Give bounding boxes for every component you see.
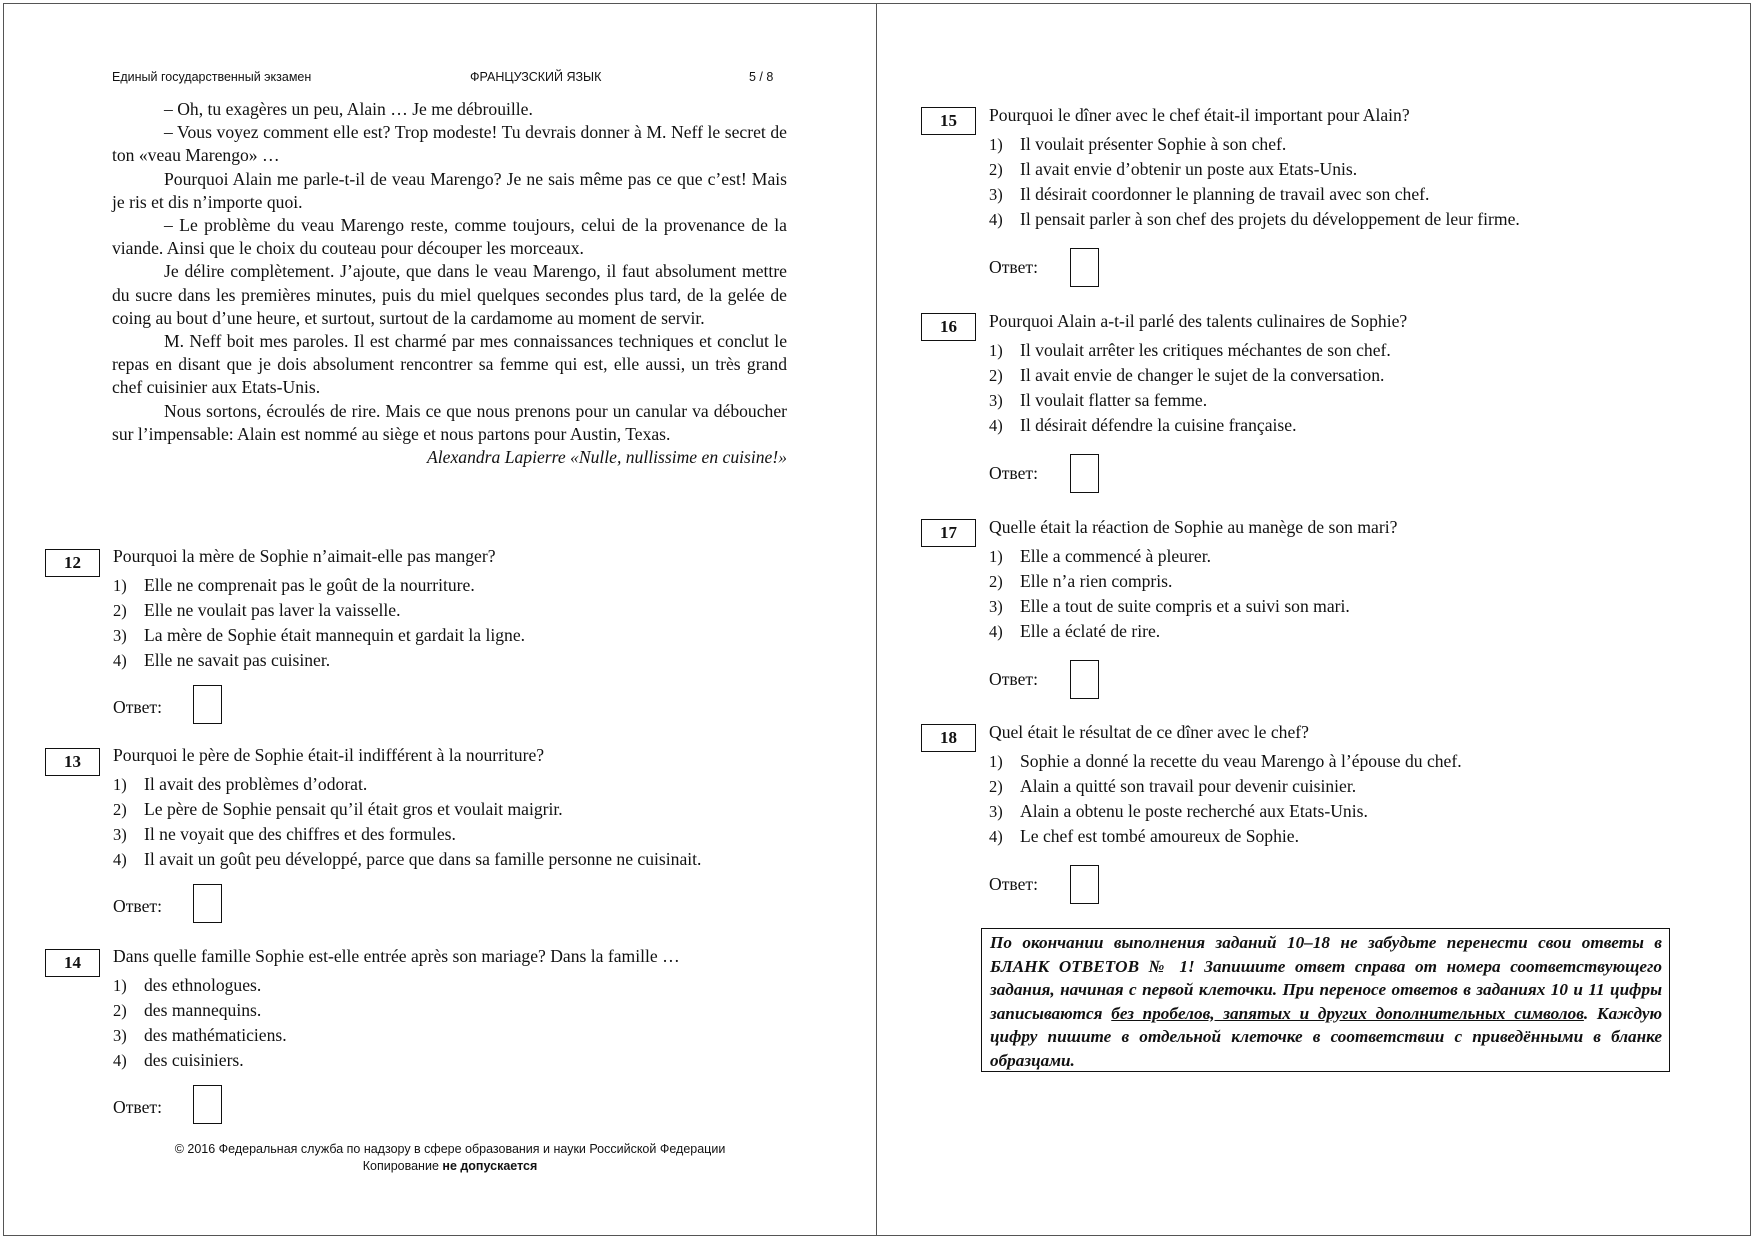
option-item: 1) des ethnologues.	[113, 975, 262, 995]
task-number: 12	[45, 549, 100, 577]
option-item: 1) Elle ne comprenait pas le goût de la nourriture.	[113, 575, 475, 595]
task-number: 14	[45, 949, 100, 977]
instruction-notice: По окончании выполнения заданий 10–18 не забудьте перенести свои ответы в БЛАНК ОТВЕТОВ № 1! Запишите ответ справа от номера соответствующего задания, начиная с первой клеточки. При переносе ответов в заданиях 10 и 11 цифры записываются без пробелов, запятых и других дополнительных символов. Каждую цифру пишите в отдельной клеточке в соответствии с приведёнными в бланке образцами.	[981, 928, 1670, 1072]
option-item: 4) Il pensait parler à son chef des projets du développement de leur firme.	[989, 209, 1520, 229]
option-item: 4) Le chef est tombé amoureux de Sophie.	[989, 826, 1299, 846]
option-item: 2) Elle n’a rien compris.	[989, 571, 1173, 591]
option-item: 2) Elle ne voulait pas laver la vaisselle.	[113, 600, 401, 620]
option-item: 2) Il avait envie d’obtenir un poste aux Etats-Unis.	[989, 159, 1358, 179]
option-item: 3) Il ne voyait que des chiffres et des formules.	[113, 824, 456, 844]
answer-label: Ответ:	[989, 257, 1038, 277]
page-number: 5 / 8	[749, 70, 774, 84]
option-item: 4) Elle a éclaté de rire.	[989, 621, 1161, 641]
option-item: 4) Il désirait défendre la cuisine française.	[989, 415, 1297, 435]
task-question: Quelle était la réaction de Sophie au manège de son mari?	[989, 517, 1398, 537]
answer-label: Ответ:	[113, 697, 162, 717]
answer-box[interactable]	[193, 884, 222, 923]
answer-label: Ответ:	[989, 669, 1038, 689]
page-footer	[100, 1141, 800, 1175]
passage-paragraph: – Oh, tu exagères un peu, Alain … Je me débrouille.	[164, 99, 533, 119]
option-item: 2) Il avait envie de changer le sujet de la conversation.	[989, 365, 1385, 385]
passage-paragraph: Pourquoi Alain me parle-t-il de veau Marengo? Je ne sais même pas ce que c’est! Mais je ris et dis n’importe quoi.	[112, 168, 787, 212]
option-list	[113, 772, 701, 872]
copy-notice: Копирование не допускается	[362, 1159, 538, 1173]
passage-signature: Alexandra Lapierre «Nulle, nullissime en cuisine!»	[427, 447, 787, 468]
option-item: 1) Il voulait arrêter les critiques méchantes de son chef.	[989, 340, 1391, 360]
exam-title: Единый государственный экзамен	[112, 70, 312, 84]
option-item: 4) Il avait un goût peu développé, parce que dans sa famille personne ne cuisinait.	[113, 849, 702, 869]
option-list	[989, 338, 1391, 438]
option-item: 3) Alain a obtenu le poste recherché aux Etats-Unis.	[989, 801, 1368, 821]
option-item: 4) des cuisiniers.	[113, 1050, 244, 1070]
option-list	[989, 749, 1462, 849]
answer-label: Ответ:	[113, 1097, 162, 1117]
task-number: 13	[45, 748, 100, 776]
answer-box[interactable]	[193, 1085, 222, 1124]
passage-paragraph: – Vous voyez comment elle est? Trop modeste! Tu devrais donner à M. Neff le secret de ton «veau Marengo» …	[112, 122, 787, 166]
option-item: 3) Il désirait coordonner le planning de travail avec son chef.	[989, 184, 1430, 204]
option-item: 3) Elle a tout de suite compris et a suivi son mari.	[989, 596, 1350, 616]
passage-paragraph: M. Neff boit mes paroles. Il est charmé par mes connaissances techniques et conclut le repas en disant que je dois absolument rencontrer sa femme qui est, elle aussi, un très grand chef cuisinier aux Etats-Unis.	[112, 331, 787, 398]
answer-box[interactable]	[1070, 454, 1099, 493]
option-item: 3) La mère de Sophie était mannequin et gardait la ligne.	[113, 625, 526, 645]
answer-label: Ответ:	[989, 874, 1038, 894]
option-item: 1) Sophie a donné la recette du veau Marengo à l’épouse du chef.	[989, 751, 1462, 771]
task-number: 17	[921, 519, 976, 547]
option-item: 3) des mathématiciens.	[113, 1025, 287, 1045]
underlined-rule: без пробелов, запятых и других дополнительных символов	[1111, 1003, 1584, 1023]
answer-box[interactable]	[1070, 660, 1099, 699]
subject-title: ФРАНЦУЗСКИЙ ЯЗЫК	[470, 70, 602, 84]
option-item: 1) Il avait des problèmes d’odorat.	[113, 774, 368, 794]
passage-paragraph: Je délire complètement. J’ajoute, que dans le veau Marengo, il faut absolument mettre du sucre dans les premières minutes, puis du miel quelques secondes plus tard, de la gelée de coing au bout d’une heure, et surtout, surtout de la cardamome au moment de servir.	[112, 261, 787, 328]
task-number: 16	[921, 313, 976, 341]
task-question: Pourquoi le dîner avec le chef était-il important pour Alain?	[989, 105, 1410, 125]
option-list	[989, 544, 1350, 644]
task-question: Dans quelle famille Sophie est-elle entrée après son mariage? Dans la famille …	[113, 946, 680, 966]
answer-label: Ответ:	[989, 463, 1038, 483]
page-header	[112, 70, 782, 88]
task-question: Pourquoi le père de Sophie était-il indifférent à la nourriture?	[113, 745, 545, 765]
option-item: 1) Il voulait présenter Sophie à son chef.	[989, 134, 1287, 154]
task-number: 18	[921, 724, 976, 752]
answer-box[interactable]	[193, 685, 222, 724]
option-item: 2) Le père de Sophie pensait qu’il était gros et voulait maigrir.	[113, 799, 563, 819]
copyright-text: © 2016 Федеральная служба по надзору в сфере образования и науки Российской Федерации	[174, 1142, 726, 1156]
option-list	[113, 573, 525, 673]
passage-paragraph: Nous sortons, écroulés de rire. Mais ce que nous prenons pour un canular va déboucher sur l’impensable: Alain est nommé au siège et nous partons pour Austin, Texas.	[112, 400, 787, 444]
reading-passage	[112, 98, 787, 469]
task-question: Pourquoi Alain a-t-il parlé des talents culinaires de Sophie?	[989, 311, 1408, 331]
task-number: 15	[921, 107, 976, 135]
option-item: 2) des mannequins.	[113, 1000, 262, 1020]
option-item: 4) Elle ne savait pas cuisiner.	[113, 650, 331, 670]
option-item: 2) Alain a quitté son travail pour devenir cuisinier.	[989, 776, 1357, 796]
answer-box[interactable]	[1070, 865, 1099, 904]
answer-label: Ответ:	[113, 896, 162, 916]
passage-paragraph: – Le problème du veau Marengo reste, comme toujours, celui de la provenance de la viande. Ainsi que le choix du couteau pour découper les morceaux.	[112, 215, 787, 259]
answer-box[interactable]	[1070, 248, 1099, 287]
option-list	[113, 973, 287, 1073]
option-item: 1) Elle a commencé à pleurer.	[989, 546, 1211, 566]
option-item: 3) Il voulait flatter sa femme.	[989, 390, 1208, 410]
option-list	[989, 132, 1520, 232]
task-question: Quel était le résultat de ce dîner avec le chef?	[989, 722, 1309, 742]
task-question: Pourquoi la mère de Sophie n’aimait-elle pas manger?	[113, 546, 496, 566]
